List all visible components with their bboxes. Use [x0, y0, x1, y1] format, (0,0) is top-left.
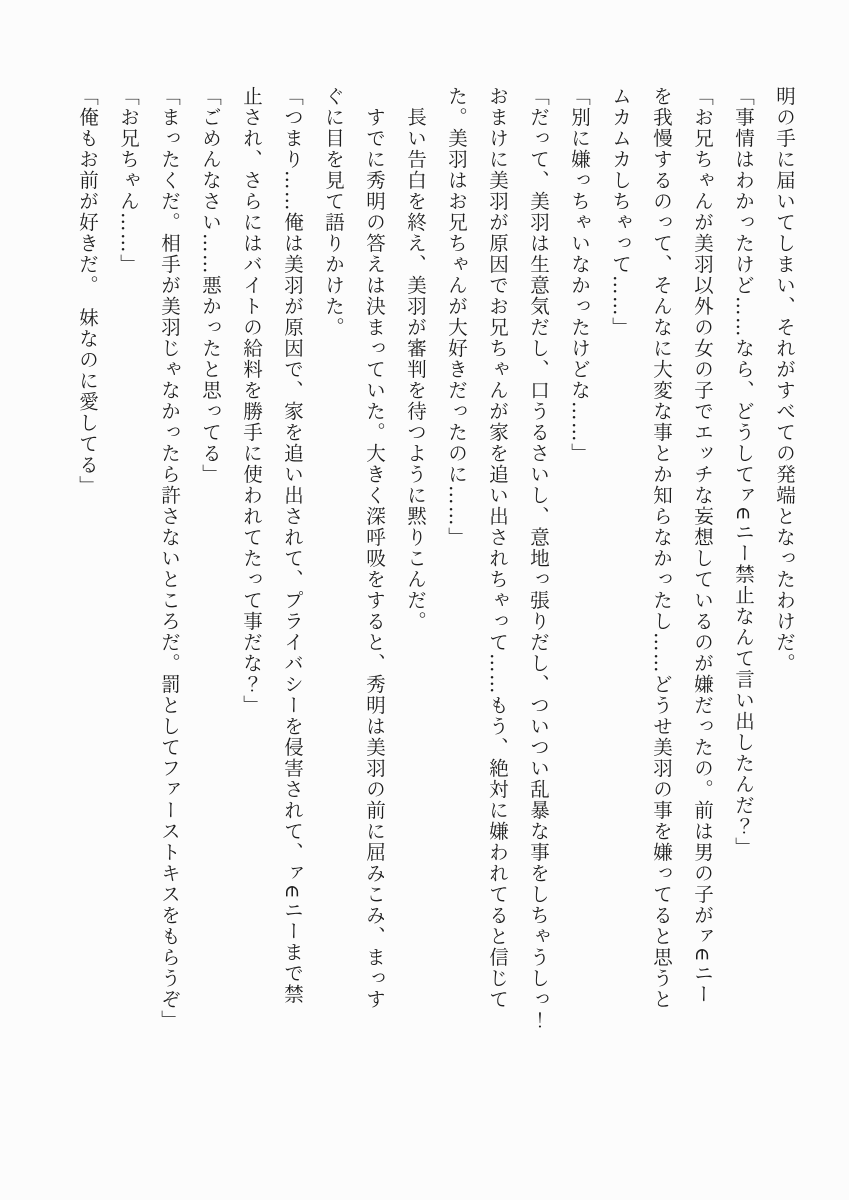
text-line-9: た。美羽はお兄ちゃんが大好きだったのに……」 [445, 86, 468, 548]
text-line-13: 「つまり……俺は美羽が原因で、家を追い出されて、プライバシーを侵害されて、ァ∈ニーまで禁 [281, 86, 304, 1005]
text-line-17: 「お兄ちゃん……」 [117, 86, 140, 275]
text-line-5: ムカムカしちゃって……」 [609, 86, 632, 338]
text-line-7: 「だって、美羽は生意気だし、口うるさいし、意地っ張りだし、ついつい乱暴な事をしちゃうしっ！ [527, 86, 550, 1031]
text-line-14: 止され、さらにはバイトの給料を勝手に使われてたって事だな？」 [240, 86, 263, 716]
text-line-15: 「ごめんなさい……悪かったと思ってる」 [199, 86, 222, 485]
text-line-6: 「別に嫌っちゃいなかったけどな……」 [568, 86, 591, 464]
text-line-11: すでに秀明の答えは決まっていた。大きく深呼吸をすると、秀明は美羽の前に屈みこみ、まっす [363, 86, 386, 1010]
text-line-18: 「俺もお前が好きだ。 妹なのに愛してる」 [76, 86, 99, 497]
text-line-2: 「事情はわかったけど……なら、どうしてァ∈ニー禁止なんて言い出したんだ？」 [732, 86, 755, 858]
text-line-10: 長い告白を終え、美羽が審判を待つように黙りこんだ。 [404, 86, 427, 632]
text-line-12: ぐに目を見て語りかけた。 [322, 86, 345, 338]
vertical-text-block [67, 86, 805, 1091]
text-line-8: おまけに美羽が原因でお兄ちゃんが家を追い出されちゃって……もう、絶対に嫌われてると信じて [486, 86, 509, 1010]
text-line-3: 「お兄ちゃんが美羽以外の女の子でエッチな妄想しているのが嫌だったの。前は男の子がァ∈ニー [691, 86, 714, 1005]
text-line-4: を我慢するのって、そんなに大変な事とか知らなかったし……どうせ美羽の事を嫌ってると思うと [650, 86, 673, 1010]
text-line-16: 「まったくだ。相手が美羽じゃなかったら許さないところだ。罰としてファーストキスをもらうぞ」 [158, 86, 181, 1031]
text-line-1: 明の手に届いてしまい、それがすべての発端となったわけだ。 [773, 86, 796, 674]
